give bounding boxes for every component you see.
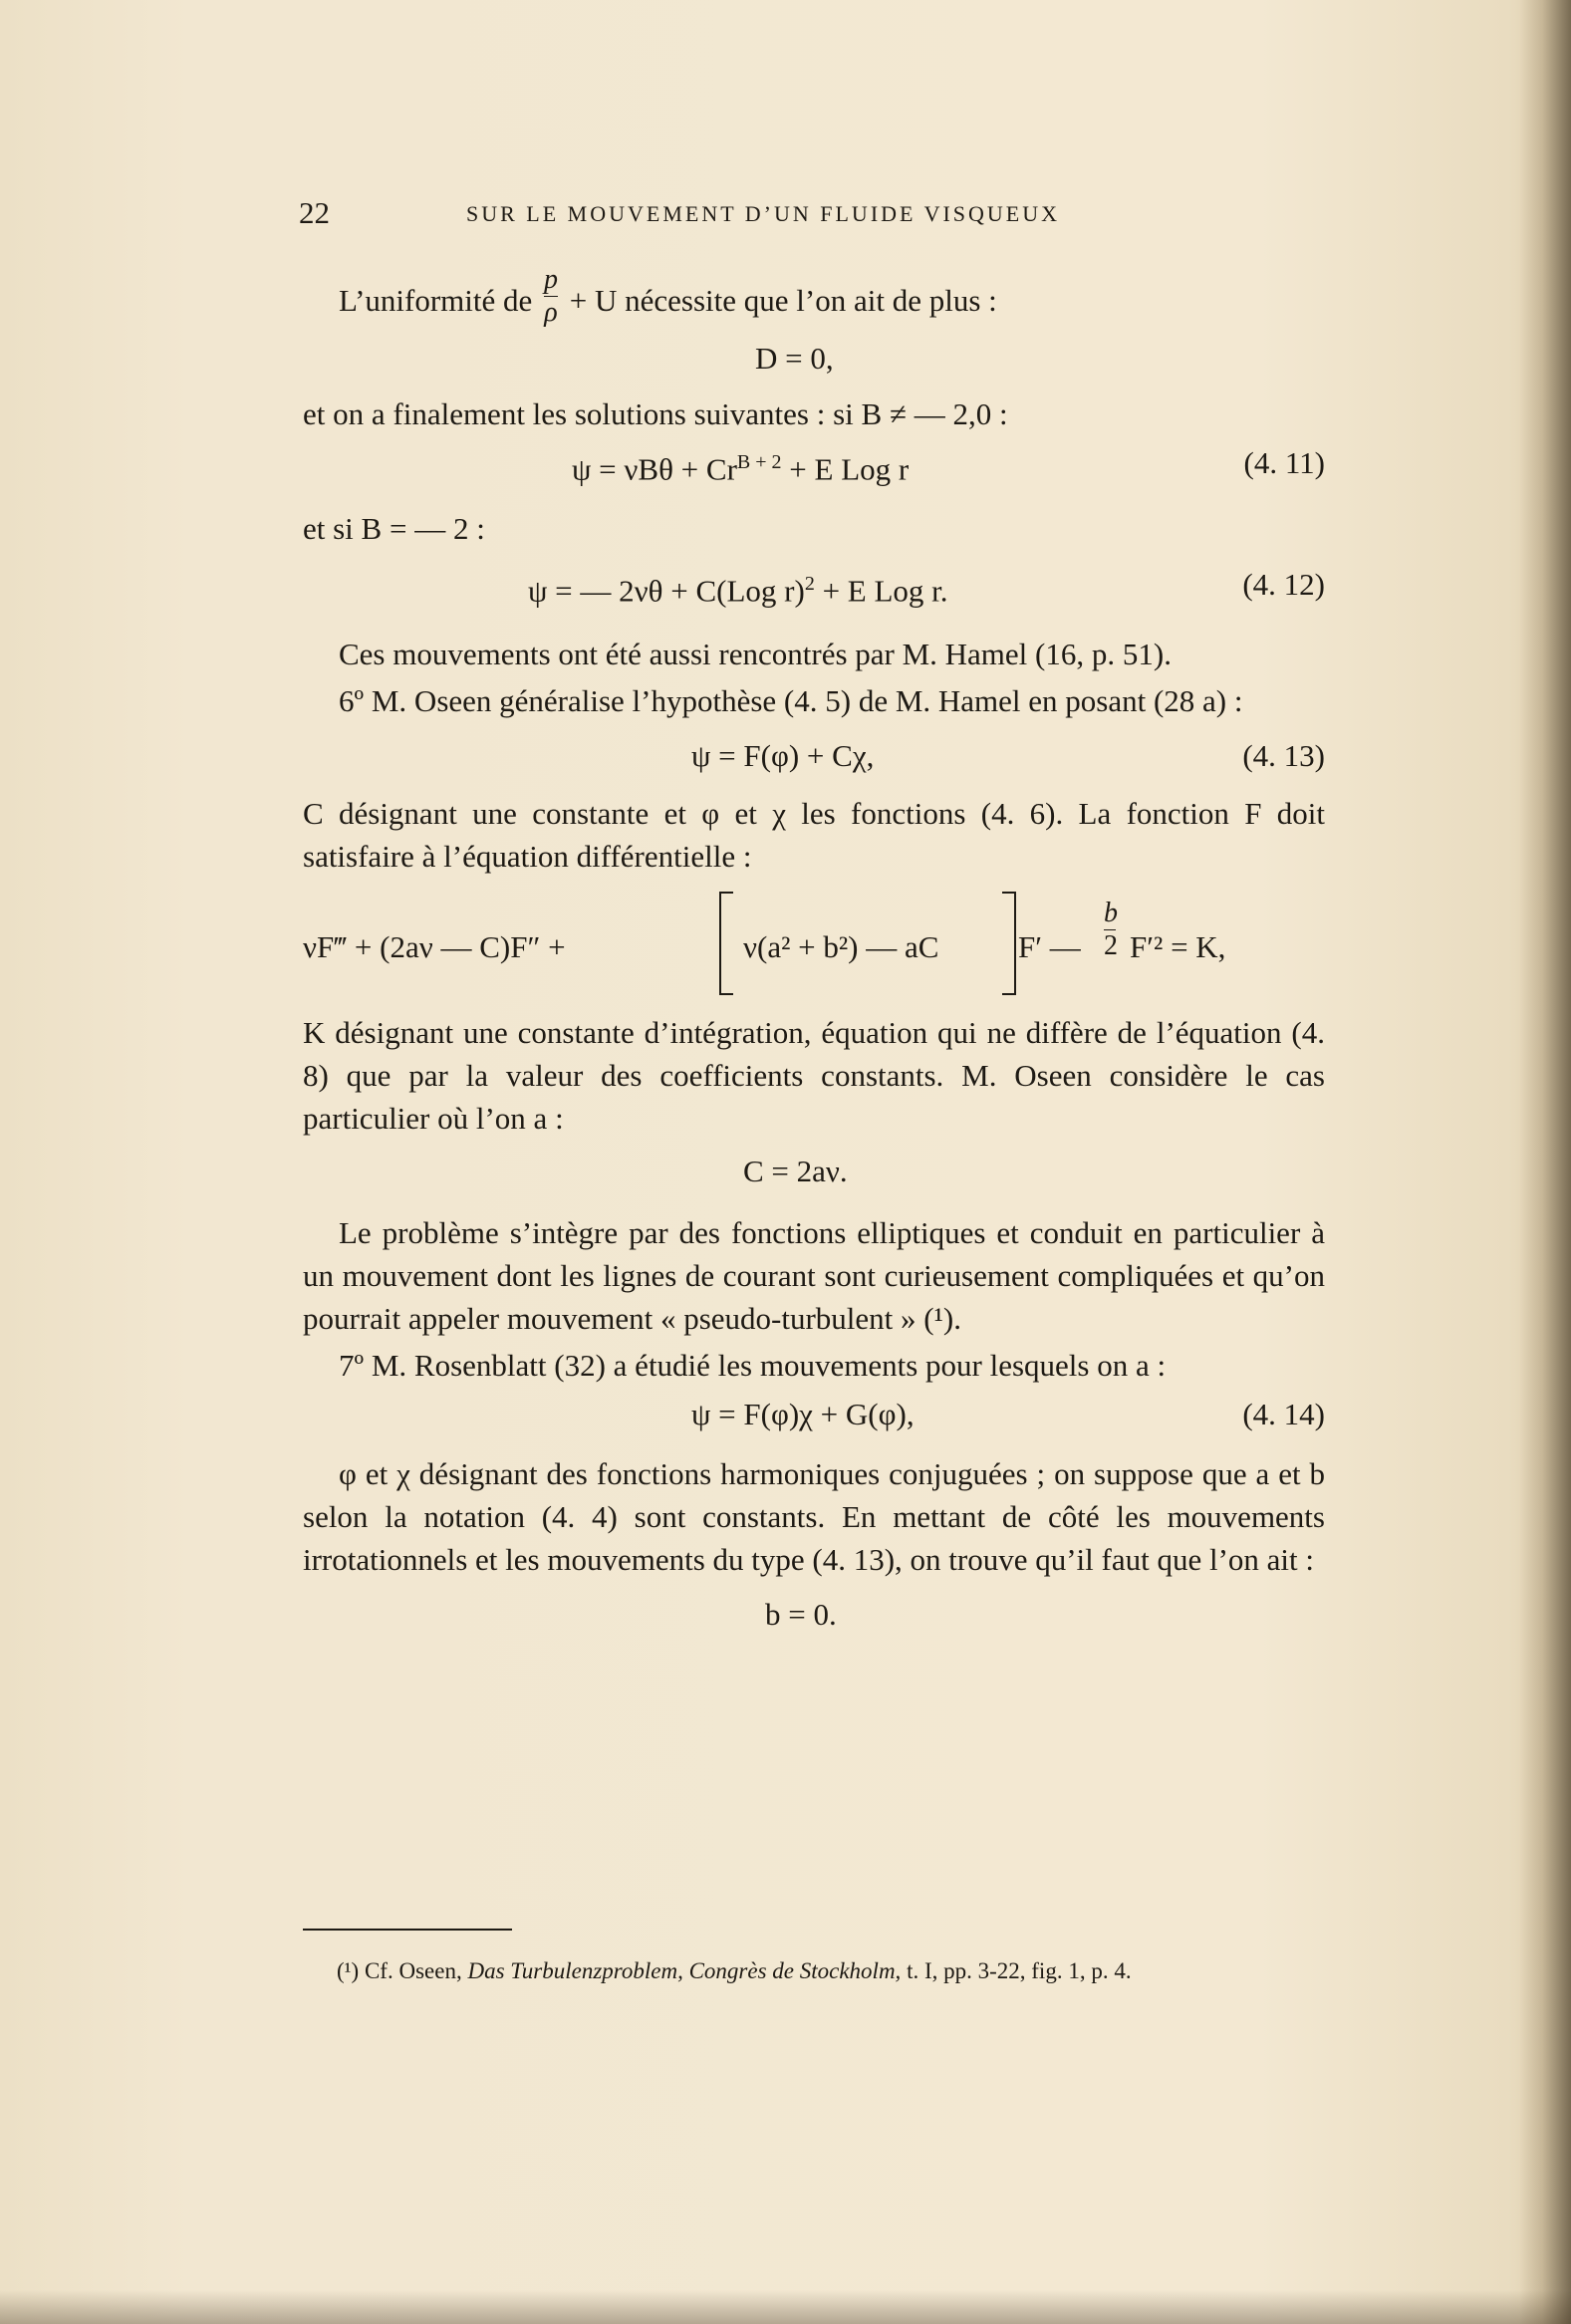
- equation-expression: ψ = F(φ)χ + G(φ),: [691, 1397, 915, 1431]
- page-body: [303, 264, 1325, 1649]
- equation-number: (4. 12): [1242, 567, 1325, 602]
- equation-expression: b = 0.: [765, 1597, 837, 1632]
- footnote: [337, 1958, 1333, 1984]
- fraction: [544, 266, 558, 327]
- page-number: 22: [299, 195, 330, 230]
- equation-4-13: [303, 734, 1325, 792]
- equation-b: [303, 1593, 1325, 1649]
- equation-expression: ψ = F(φ) + Cχ,: [691, 738, 875, 773]
- right-bracket: [1002, 892, 1016, 995]
- text-span: ψ = — 2νθ + C(Log r): [528, 573, 805, 609]
- equation-number: (4. 13): [1242, 738, 1325, 773]
- equation-expression: D = 0,: [755, 341, 834, 376]
- paragraph: 7º M. Rosenblatt (32) a étudié les mouvements pour lesquels on a :: [339, 1348, 1167, 1383]
- paragraph: φ et χ désignant des fonctions harmoniques conjuguées ; on suppose que a et b selon la notation (4. 4) sont constants. En mettant de côté les mouvements irrotationnels et les mouvements du type (4. 13), on trouve qu’il faut que l’on ait :: [303, 1456, 1325, 1577]
- equation-expression: F′² = K,: [1130, 929, 1226, 964]
- equation-expression: ν(a² + b²) — aC: [743, 929, 939, 964]
- page-bottom-edge: [0, 2290, 1571, 2324]
- text-line: [303, 507, 1325, 563]
- equation-4-11: [303, 441, 1325, 507]
- footnote-text: Cf. Oseen,: [364, 1958, 462, 1983]
- equation-expression: F′ —: [1018, 929, 1081, 964]
- equation-4-12: [303, 563, 1325, 633]
- equation-4-14: [303, 1393, 1325, 1452]
- fraction-denominator: ρ: [544, 297, 558, 329]
- paragraph: 6º M. Oseen généralise l’hypothèse (4. 5) de M. Hamel en posant (28 a) :: [339, 683, 1243, 718]
- equation-number: (4. 14): [1242, 1397, 1325, 1431]
- fraction-denominator: 2: [1104, 930, 1118, 961]
- paragraph: K désignant une constante d’intégration, équation qui ne diffère de l’équation (4. 8) que par la valeur des coefficients constants. M. Oseen considère le cas particulier où l’on a :: [303, 1015, 1325, 1136]
- equation-d: [303, 337, 1325, 392]
- equation-differential: [303, 892, 1325, 1001]
- superscript: 2: [804, 573, 815, 595]
- equation-expression: C = 2aν.: [743, 1154, 848, 1188]
- fraction: [1104, 900, 1118, 960]
- text-span: ψ = νBθ + Cr: [572, 451, 737, 487]
- text-span: et on a finalement les solutions suivantes : si B ≠ — 2,0 :: [303, 396, 1008, 431]
- footnote-text: t. I, pp. 3-22, fig. 1, p. 4.: [907, 1958, 1132, 1983]
- equation-expression: [528, 563, 948, 612]
- paragraph: Ces mouvements ont été aussi rencontrés par M. Hamel (16, p. 51).: [339, 637, 1172, 671]
- footnote-title: Das Turbulenzproblem, Congrès de Stockholm,: [467, 1958, 902, 1983]
- paragraph: Le problème s’intègre par des fonctions elliptiques et conduit en particulier à un mouvement dont les lignes de courant sont curieusement compliquées et qu’on pourrait appeler mouvement « pseudo-turbulent » (¹).: [303, 1215, 1325, 1336]
- equation-expression: [572, 441, 909, 490]
- equation-expression: νF‴ + (2aν — C)F″ +: [303, 929, 566, 964]
- footnote-rule: [303, 1929, 512, 1931]
- page-spine-shadow: [1519, 0, 1571, 2324]
- text-line: [303, 392, 1325, 435]
- text-span: + U nécessite que l’on ait de plus :: [569, 283, 997, 318]
- text-span: L’uniformité de: [339, 283, 533, 318]
- footnote-mark: (¹): [337, 1958, 360, 1983]
- fraction-numerator: p: [544, 264, 559, 296]
- equation-number: (4. 11): [1243, 445, 1325, 480]
- text-line: [303, 264, 1325, 337]
- page-header: [299, 195, 1325, 235]
- text-span: + E Log r.: [822, 573, 948, 609]
- text-span: et si B = — 2 :: [303, 511, 485, 546]
- text-span: + E Log r: [789, 451, 910, 487]
- left-bracket: [719, 892, 733, 995]
- superscript: B + 2: [736, 451, 782, 473]
- fraction-numerator: b: [1104, 898, 1118, 928]
- equation-c: [303, 1150, 1325, 1211]
- running-title: SUR LE MOUVEMENT D’UN FLUIDE VISQUEUX: [466, 201, 1061, 226]
- paragraph: C désignant une constante et φ et χ les fonctions (4. 6). La fonction F doit satisfaire à l’équation différentielle :: [303, 796, 1325, 874]
